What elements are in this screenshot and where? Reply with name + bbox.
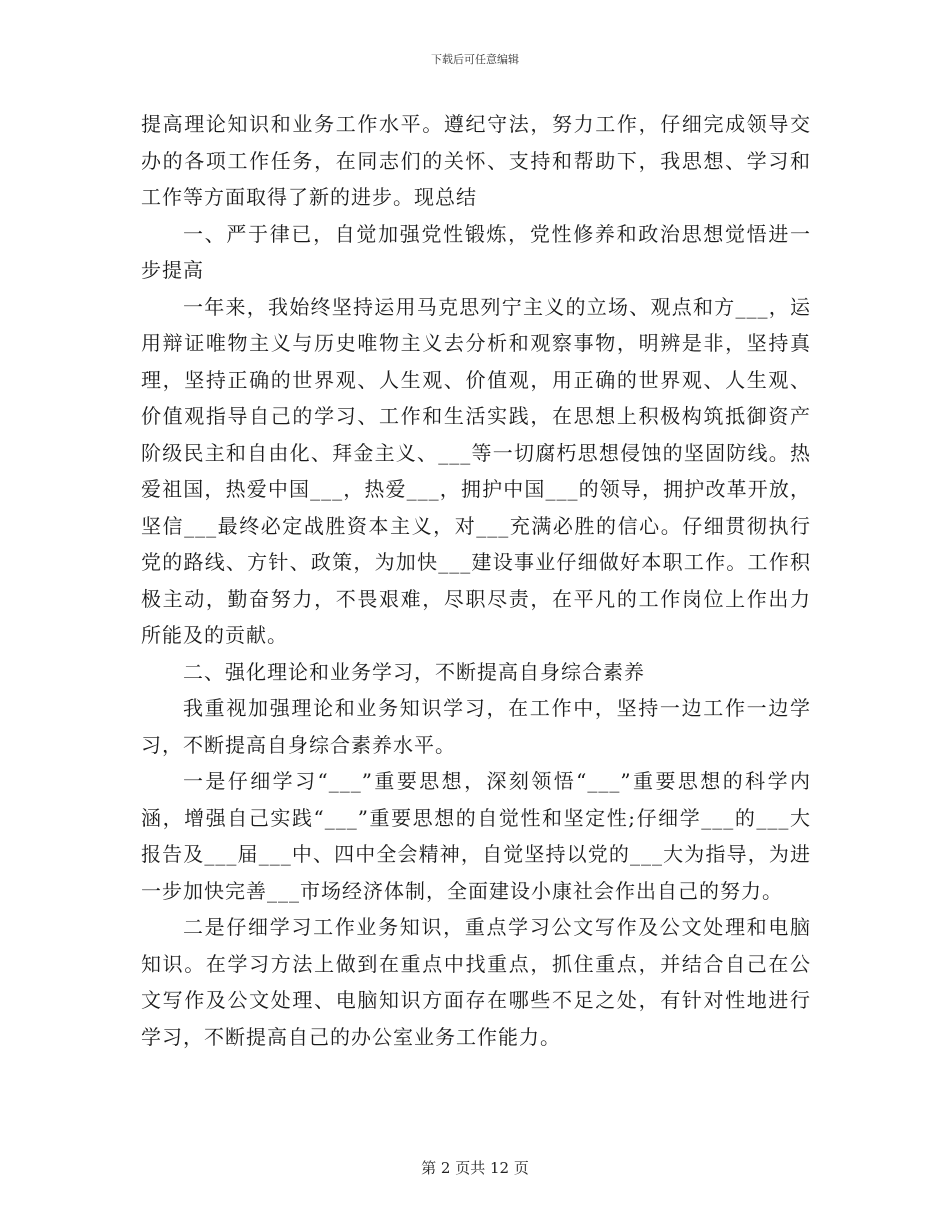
page-number-footer: 第 2 页共 12 页 [421,1159,529,1177]
paragraph: 我重视加强理论和业务知识学习，在工作中，坚持一边工作一边学习，不断提高自身综合素养水平。 [141,696,811,757]
paragraph: 一是仔细学习“___”重要思想，深刻领悟“___”重要思想的科学内涵，增强自己实践“___”重要思想的自觉性和坚定性;仔细学___的___大报告及___届___中、四中全会精神，自觉坚持以党的___大为指导，为进一步加快完善___市场经济体制，全面建设小康社会作出自己的努力。 [141,769,811,903]
page-header: 下载后可任意编辑 [431,53,519,66]
section-heading: 一、严于律已，自觉加强党性锻炼，党性修养和政治思想觉悟进一步提高 [141,221,811,282]
paragraph: 二是仔细学习工作业务知识，重点学习公文写作及公文处理和电脑知识。在学习方法上做到在重点中找重点，抓住重点，并结合自己在公文写作及公文处理、电脑知识方面存在哪些不足之处，有针对性地进行学习，不断提高自己的办公室业务工作能力。 [141,915,811,1049]
section-heading: 二、强化理论和业务学习，不断提高自身综合素养 [183,659,645,684]
paragraph: 提高理论知识和业务工作水平。遵纪守法，努力工作，仔细完成领导交办的各项工作任务，在同志们的关怀、支持和帮助下，我思想、学习和工作等方面取得了新的进步。现总结 [141,112,811,209]
document-body [141,106,811,1055]
paragraph: 一年来，我始终坚持运用马克思列宁主义的立场、观点和方___，运用辩证唯物主义与历史唯物主义去分析和观察事物，明辨是非，坚持真理，坚持正确的世界观、人生观、价值观，用正确的世界观、人生观、价值观指导自己的学习、工作和生活实践，在思想上积极构筑抵御资产阶级民主和自由化、拜金主义、___等一切腐朽思想侵蚀的坚固防线。热爱祖国，热爱中国___，热爱___，拥护中国___的领导，拥护改革开放，坚信___最终必定战胜资本主义，对___充满必胜的信心。仔细贯彻执行党的路线、方针、政策，为加快___建设事业仔细做好本职工作。工作积极主动，勤奋努力，不畏艰难，尽职尽责，在平凡的工作岗位上作出力所能及的贡献。 [141,294,811,647]
